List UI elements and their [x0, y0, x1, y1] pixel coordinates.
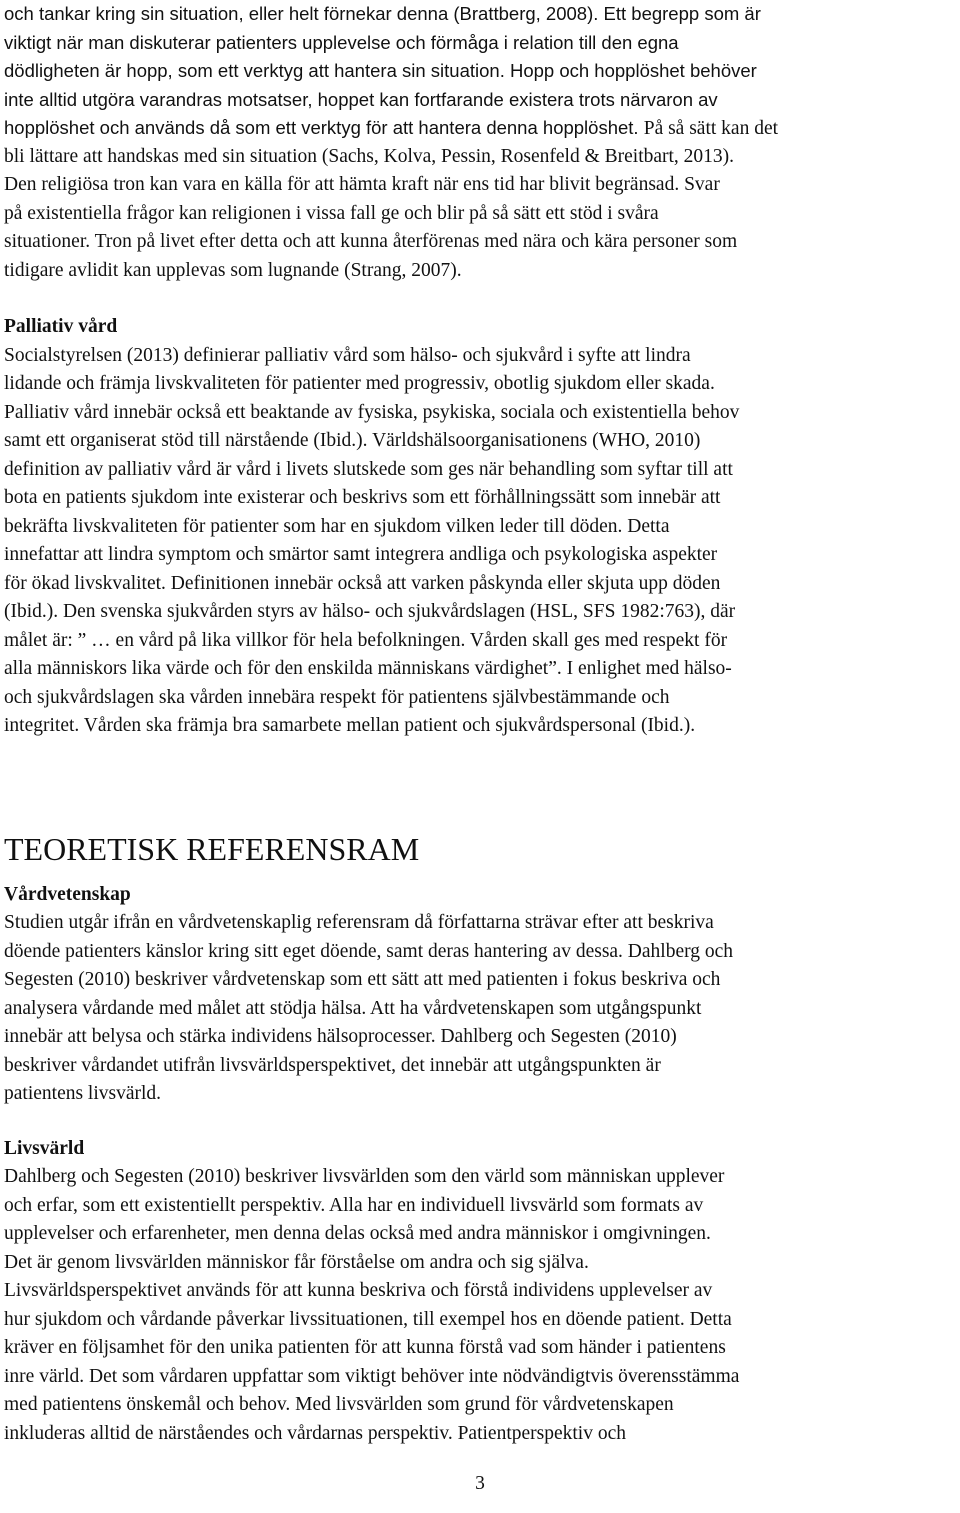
text-segment: dödligheten är hopp, som ett verktyg att hantera sin situation. Hopp och hopplöshet behöver [4, 60, 757, 81]
text-line: innefattar att lindra symptom och smärtor samt integrera andliga och psykologiska aspekter [4, 544, 718, 565]
text-line [4, 228, 956, 257]
livsvarld-paragraph [4, 1163, 956, 1448]
text-line: inkluderas alltid de närståendes och vårdarnas perspektiv. Patientperspektiv och [4, 1422, 626, 1444]
text-line: med patientens önskemål och behov. Med livsvärlden som grund för vårdvetenskapen [4, 1394, 674, 1415]
text-segment: viktigt när man diskuterar patienters upplevelse och förmåga i relation till den egna [4, 31, 679, 53]
text-line: (Ibid.). Den svenska sjukvården styrs av hälso- och sjukvårdslagen (HSL, SFS 1982:763), där [4, 601, 736, 622]
text-line: lidande och främja livskvaliteten för patienter med progressiv, obotlig sjukdom eller skada. [4, 373, 715, 394]
text-line: Palliativ vård innebär också ett beaktande av fysiska, psykiska, sociala och existentiella behov [4, 401, 740, 423]
text-line [4, 257, 956, 286]
text-line: Studien utgår ifrån en vårdvetenskaplig referensram då författarna strävar efter att beskriva [4, 912, 714, 933]
text-line: och erfar, som ett existentiellt perspektiv. Alla har en individuell livsvärld som formats av [4, 1194, 704, 1216]
document-page [4, 0, 956, 1448]
text-line: samt ett organiserat stöd till närstående (Ibid.). Världshälsoorganisationens (WHO, 2010) [4, 430, 701, 451]
page-number: 3 [475, 1473, 485, 1494]
heading-livsvarld: Livsvärld [4, 1137, 85, 1159]
text-line: inre värld. Det som vårdaren uppfattar som viktigt behöver inte nödvändigtvis överensstämma [4, 1365, 740, 1387]
text-line: och sjukvårdslagen ska vården innebära respekt för patientens självbestämmande och [4, 686, 670, 708]
text-line [4, 143, 956, 172]
vardvetenskap-paragraph [4, 909, 956, 1109]
text-segment: tidigare avlidit kan upplevas som lugnande (Strang, 2007). [4, 259, 462, 281]
text-line: beskriver vårdandet utifrån livsvärldsperspektivet, det innebär att utgångspunkten är [4, 1054, 661, 1076]
heading-teoretisk-referensram: TEORETISK REFERENSRAM [4, 830, 420, 867]
text-line [4, 57, 956, 86]
text-line [4, 0, 956, 29]
text-line: upplevelser och erfarenheter, men denna delas också med andra människor i omgivningen. [4, 1223, 711, 1244]
palliativ-paragraph [4, 342, 956, 741]
text-line: Det är genom livsvärlden människor får förståelse om andra och sig själva. [4, 1251, 589, 1273]
text-line: hur sjukdom och vårdande påverkar livssituationen, till exempel hos en döende patient. Detta [4, 1308, 732, 1330]
text-segment: och tankar kring sin situation, eller helt förnekar denna (Brattberg, 2008). Ett begrepp som är [4, 3, 761, 24]
text-line: kräver en följsamhet för den unika patienten för att kunna förstå vad som händer i patientens [4, 1337, 726, 1358]
text-segment: Den religiösa tron kan vara en källa för att hämta kraft när ens tid har blivit begränsad. Svar [4, 174, 720, 195]
text-segment: bli lättare att handskas med sin situation (Sachs, Kolva, Pessin, Rosenfeld & Breitbart, 2013). [4, 145, 735, 167]
text-line: Segesten (2010) beskriver vårdvetenskap som ett sätt att med patienten i fokus beskriva och [4, 969, 721, 990]
heading-vardvetenskap: Vårdvetenskap [4, 883, 131, 905]
text-line: definition av palliativ vård är vård i livets slutskede som ges när behandling som syftar till att [4, 458, 733, 480]
text-line: integritet. Vården ska främja bra samarbete mellan patient och sjukvårdspersonal (Ibid.). [4, 715, 696, 736]
text-line [4, 29, 956, 58]
text-line: Dahlberg och Segesten (2010) beskriver livsvärlden som den värld som människan upplever [4, 1166, 725, 1187]
text-line [4, 114, 956, 143]
text-line: målet är: ” … en vård på lika villkor för hela befolkningen. Vården skall ges med respekt för [4, 629, 728, 651]
text-segment: inte alltid utgöra varandras motsatser, hoppet kan fortfarande existera trots närvaron av [4, 88, 718, 110]
heading-palliativ-vard: Palliativ vård [4, 316, 118, 337]
text-line [4, 171, 956, 200]
text-line: innebär att belysa och stärka individens hälsoprocesser. Dahlberg och Segesten (2010) [4, 1026, 677, 1047]
text-line: döende patienters känslor kring sitt eget döende, samt deras hantering av dessa. Dahlberg och [4, 940, 734, 962]
text-line: analysera vårdande med målet att stödja hälsa. Att ha vårdvetenskapen som utgångspunkt [4, 997, 702, 1019]
text-line [4, 86, 956, 115]
text-line: Socialstyrelsen (2013) definierar palliativ vård som hälso- och sjukvård i syfte att lindra [4, 344, 691, 366]
text-line: Livsvärldsperspektivet används för att kunna beskriva och förstå individens upplevelser av [4, 1280, 713, 1301]
text-line: bekräfta livskvaliteten för patienter som har en sjukdom vilken leder till döden. Detta [4, 515, 670, 537]
text-line [4, 200, 956, 229]
text-segment: hopplöshet och används då som ett verktyg för att hantera denna hopplöshet. [4, 117, 644, 138]
text-segment: På så sätt kan det [643, 118, 779, 139]
text-line: alla människors lika värde och för den enskilda människans värdighet”. I enlighet med hälso- [4, 658, 732, 679]
text-segment: situationer. Tron på livet efter detta och att kunna återförenas med nära och kära personer som [4, 231, 738, 252]
text-line: för ökad livskvalitet. Definitionen innebär också att varken påskynda eller skjuta upp döden [4, 572, 721, 594]
text-line: bota en patients sjukdom inte existerar och beskrivs som ett förhållningssätt som innebär att [4, 487, 721, 508]
text-segment: på existentiella frågor kan religionen i vissa fall ge och blir på så sätt ett stöd i svåra [4, 202, 659, 224]
text-line: patientens livsvärld. [4, 1083, 162, 1104]
intro-paragraph [4, 0, 956, 285]
